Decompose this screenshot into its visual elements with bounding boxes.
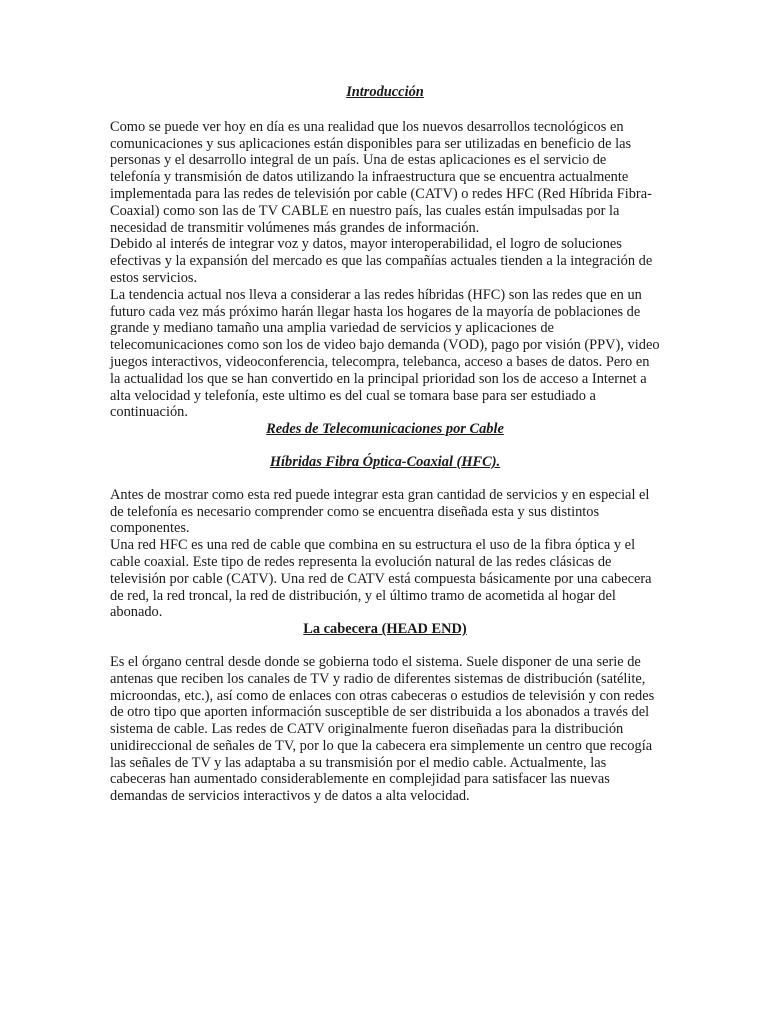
heading-cabecera: La cabecera (HEAD END) xyxy=(303,621,467,638)
paragraph-1: Como se puede ver hoy en día es una realidad que los nuevos desarrollos tecnológicos en comunicaciones y sus aplicaciones están disponibles para ser utilizadas en beneficio de las personas y el desarrollo integral de un país. Una de estas aplicaciones es el servicio de telefonía y transmisión de datos utilizando la infraestructura que se encuentra actualmente implementada para las redes de televisión por cable (CATV) o redes HFC (Red Híbrida Fibra-Coaxial) como son las de TV CABLE en nuestro país, las cuales están impulsadas por la necesidad de transmitir volúmenes más grandes de información. xyxy=(110,118,652,236)
paragraph-5: Una red HFC es una red de cable que combina en su estructura el uso de la fibra óptica y el cable coaxial. Este tipo de redes representa la evolución natural de las redes clásicas de televisión por cable (CATV). Una red de CATV está compuesta básicamente por una cabecera de red, la red troncal, la red de distribución, y el último tramo de acometida al hogar del abonado. xyxy=(110,537,652,621)
paragraph-4: Antes de mostrar como esta red puede integrar esta gran cantidad de servicios y en especial el de telefonía es necesario comprender como se encuentra diseñada esta y sus distintos componentes. xyxy=(110,486,650,537)
heading-redes-telecomunicaciones: Redes de Telecomunicaciones por Cable xyxy=(266,421,504,438)
paragraph-2: Debido al interés de integrar voz y datos, mayor interoperabilidad, el logro de soluciones efectivas y la expansión del mercado es que las compañías actuales tienden a la integración de estos servicios. xyxy=(110,236,653,286)
heading-hibridas-hfc: Híbridas Fibra Óptica-Coaxial (HFC). xyxy=(269,453,501,470)
paragraph-3: La tendencia actual nos lleva a considerar a las redes híbridas (HFC) son las redes que en un futuro cada vez más próximo harán llegar hasta los hogares de la mayoría de poblaciones de grande y mediano tamaño una amplia variedad de servicios y aplicaciones de telecomunicaciones como son los de video bajo demanda (VOD), pago por visión (PPV), video juegos interactivos, videoconferencia, telecompra, telebanca, acceso a bases de datos. Pero en la actualidad los que se han convertido en la principal prioridad son los de acceso a Internet a alta velocidad y telefonía, este ultimo es del cual se tomara base para ser estudiado a continuación. xyxy=(110,286,660,421)
heading-introduccion: Introducción xyxy=(346,84,424,100)
paragraph-6: Es el órgano central desde donde se gobierna todo el sistema. Suele disponer de una serie de antenas que reciben los canales de TV y radio de diferentes sistemas de distribución (satélite, microondas, etc.), así como de enlaces con otras cabeceras o estudios de televisión y con redes de otro tipo que aporten información susceptible de ser distribuida a los abonados a través del sistema de cable. Las redes de CATV originalmente fueron diseñadas para la distribución unidireccional de señales de TV, por lo que la cabecera era simplemente un centro que recogía las señales de TV y las adaptaba a su transmisión por el medio cable. Actualmente, las cabeceras han aumentado considerablemente en complejidad para satisfacer las nuevas demandas de servicios interactivos y de datos a alta velocidad. xyxy=(110,653,655,805)
